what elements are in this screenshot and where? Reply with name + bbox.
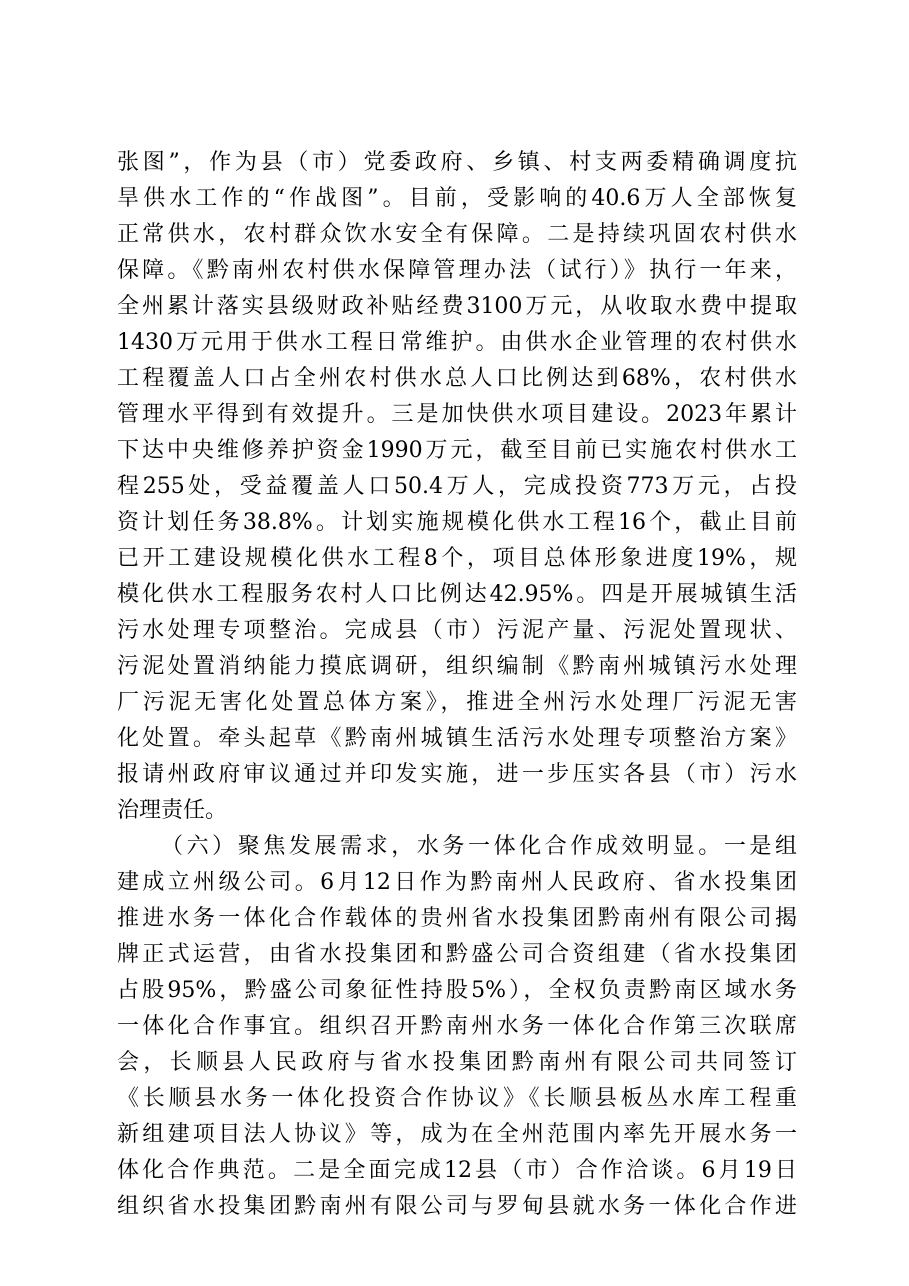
text-line: 推进水务一体化合作载体的贵州省水投集团黔南州有限公司揭 — [117, 906, 797, 931]
text-line: 厂污泥无害化处置总体方案》，推进全州污水处理厂污泥无害 — [117, 690, 797, 715]
text-line: 工程覆盖人口占全州农村供水总人口比例达到68%，农村供水 — [117, 366, 797, 391]
text-line: 污泥处置消纳能力摸底调研，组织编制《黔南州城镇污水处理 — [117, 654, 797, 679]
text-line: 全州累计落实县级财政补贴经费3100万元，从收取水费中提取 — [117, 294, 797, 319]
text-line: 化处置。牵头起草《黔南州城镇生活污水处理专项整治方案》 — [117, 726, 797, 751]
text-line: 张图”，作为县（市）党委政府、乡镇、村支两委精确调度抗 — [117, 150, 797, 175]
text-line: 保障。《黔南州农村供水保障管理办法（试行）》执行一年来， — [117, 258, 797, 283]
text-line: 报请州政府审议通过并印发实施，进一步压实各县（市）污水 — [117, 762, 797, 787]
text-line: 治理责任。 — [117, 798, 228, 823]
text-line: 下达中央维修养护资金1990万元，截至目前已实施农村供水工 — [117, 438, 797, 463]
text-line: 占股95%，黔盛公司象征性持股5%），全权负责黔南区域水务 — [117, 978, 797, 1003]
text-line: 正常供水，农村群众饮水安全有保障。二是持续巩固农村供水 — [117, 222, 797, 247]
text-line: 模化供水工程服务农村人口比例达42.95%。四是开展城镇生活 — [117, 582, 797, 607]
text-line: 会，长顺县人民政府与省水投集团黔南州有限公司共同签订 — [117, 1050, 797, 1075]
text-line: 一体化合作事宜。组织召开黔南州水务一体化合作第三次联席 — [117, 1014, 797, 1039]
text-line: 体化合作典范。二是全面完成12县（市）合作洽谈。6月19日 — [117, 1158, 797, 1183]
text-line: 已开工建设规模化供水工程8个，项目总体形象进度19%，规 — [117, 546, 797, 571]
text-line: 程255处，受益覆盖人口50.4万人，完成投资773万元，占投 — [117, 474, 797, 499]
text-line: 污水处理专项整治。完成县（市）污泥产量、污泥处置现状、 — [117, 618, 797, 643]
text-line: 建成立州级公司。6月12日作为黔南州人民政府、省水投集团 — [117, 870, 797, 895]
text-line: 旱供水工作的“作战图”。目前，受影响的40.6万人全部恢复 — [117, 186, 797, 211]
text-line: 组织省水投集团黔南州有限公司与罗甸县就水务一体化合作进 — [117, 1194, 797, 1219]
text-line: 资计划任务38.8%。计划实施规模化供水工程16个，截止目前 — [117, 510, 797, 535]
text-line: 《长顺县水务一体化投资合作协议》《长顺县板丛水库工程重 — [117, 1086, 797, 1111]
section-heading-line: （六）聚焦发展需求，水务一体化合作成效明显。一是组 — [161, 834, 797, 859]
text-line: 牌正式运营，由省水投集团和黔盛公司合资组建（省水投集团 — [117, 942, 797, 967]
text-line: 1430万元用于供水工程日常维护。由供水企业管理的农村供水 — [117, 330, 797, 355]
text-line: 管理水平得到有效提升。三是加快供水项目建设。2023年累计 — [117, 402, 797, 427]
text-line: 新组建项目法人协议》等，成为在全州范围内率先开展水务一 — [117, 1122, 797, 1147]
